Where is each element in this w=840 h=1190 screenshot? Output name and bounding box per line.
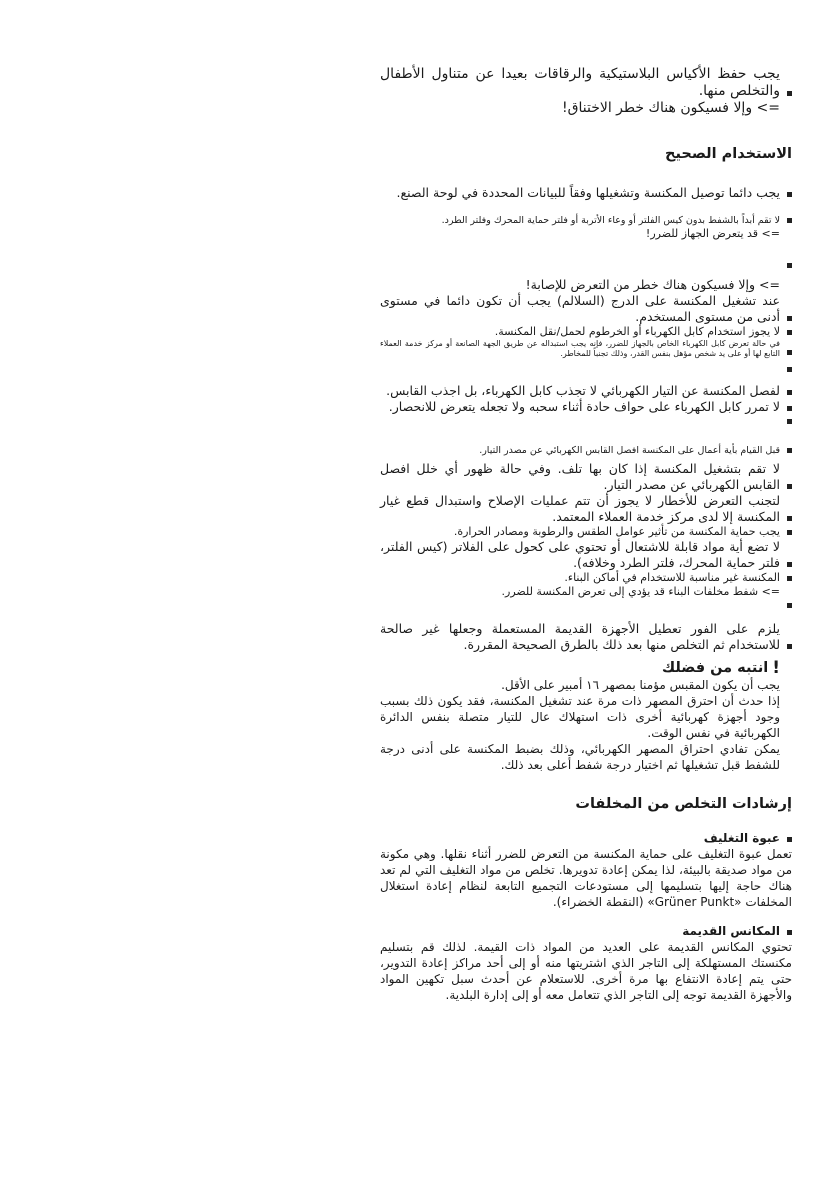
- suffocation-warning: => وإلا فسيكون هناك خطر الاختناق!: [562, 100, 780, 116]
- plastic-bags-text: يجب حفظ الأكياس البلاستيكية والرقاقات بعيدا عن متناول الأطفال والتخلص منها.: [380, 66, 780, 99]
- empty-bullet: [380, 415, 792, 427]
- packaging-text: تعمل عبوة التغليف على حماية المكنسة من التعرض للضرر أثناء نقلها. وهي مكونة من مواد صديقة بالبيئة، لذا يمكن إعادة تدويرها. تخلص من مواد التغليف التي لم تعد هناك حاجة إليها بتسليمها إلى مستودعات التجميع التابعة لنظام إعادة استغلال المخلفات «Grüner Punkt» (النقطة الخضراء).: [380, 847, 792, 909]
- bullet-construction: المكنسة غير مناسبة للاستخدام في أماكن البناء.: [380, 571, 792, 585]
- old-appliances-title: المكانس القديمة: [380, 924, 792, 939]
- disposal-heading: إرشادات التخلص من المخلفات: [575, 796, 792, 812]
- exclamation-icon: !: [772, 658, 780, 678]
- bullet-repairs: لتجنب التعرض للأخطار لا يجوز أن تتم عمليات الإصلاح واستبدال قطع غيار المكنسة إلا لدى مركز خدمة العملاء المعتمد.: [380, 493, 792, 525]
- construction-warning: => شفط مخلفات البناء قد يؤدي إلى تعرض المكنسة للضرر.: [501, 585, 780, 598]
- notice-line: إذا حدث أن احترق المصهر ذات مرة عند تشغيل المكنسة، فقد يكون ذلك بسبب وجود أجهزة كهربائية أخرى ذات استهلاك عال للتيار متصلة بنفس الدائرة الكهربائية في نفس الوقت.: [380, 694, 780, 740]
- damage-warning: => قد يتعرض الجهاز للضرر!: [645, 227, 780, 240]
- notice-line: يجب أن يكون المقبس مؤمنا بمصهر ١٦ أمبير على الأقل.: [501, 678, 780, 692]
- empty-bullet: [380, 599, 792, 611]
- bullet-damaged: لا تقم بتشغيل المكنسة إذا كان بها تلف. وفي حالة ظهور أي خلل افصل القابس الكهربائي عن مصدر التيار.: [380, 461, 792, 493]
- empty-bullet: [380, 259, 792, 271]
- injury-warning: => وإلا فسيكون هناك خطر من التعرض للإصابة!: [525, 277, 780, 292]
- notice-line: يمكن تفادي احتراق المصهر الكهربائي، وذلك بضبط المكنسة على أدنى درجة للشفط قبل تشغيلها ثم اختيار درجة شفط أعلى بعد ذلك.: [380, 742, 780, 772]
- bullet-unplug-before-work: قبل القيام بأية أعمال على المكنسة افصل القابس الكهربائي عن مصدر التيار.: [380, 445, 792, 457]
- bullet-old-devices: يلزم على الفور تعطيل الأجهزة القديمة المستعملة وجعلها غير صالحة للاستخدام ثم التخلص منها بعد ذلك بالطرق الصحيحة المقررة.: [380, 621, 792, 653]
- bullet-plastic-bags: [380, 66, 792, 100]
- bullet-no-filter: لا تقم أبداً بالشفط بدون كيس الفلتر أو وعاء الأتربة أو فلتر حماية المحرك وفلتر الطرد.: [380, 215, 792, 227]
- packaging-title: عبوة التغليف: [380, 831, 792, 846]
- empty-bullet: [380, 363, 792, 375]
- correct-use-heading: الاستخدام الصحيح: [665, 146, 792, 162]
- old-appliances-text: تحتوي المكانس القديمة على العديد من المواد ذات القيمة. لذلك قم بتسليم مكنستك المستهلكة إلى التاجر الذي اشتريتها منه أو إلى أحد مراكز إعادة التدوير، حتى يتم إعادة الانتفاع بها مرة أخرى. للاستعلام عن أحدث سبل تكهين المواد والأجهزة القديمة توجه إلى التاجر الذي تتعامل معه أو إلى إدارة البلدية.: [380, 940, 792, 1002]
- bullet-stairs: عند تشغيل المكنسة على الدرج (السلالم) يجب أن تكون دائما في مستوى أدنى من مستوى المستخدم.: [380, 293, 792, 325]
- bullet-cable-replacement: في حالة تعرض كابل الكهرباء الخاص بالجهاز للضرر، فإنه يجب استبداله عن طريق الجهة الصانعة أو مركز خدمة العملاء التابع لها أو على يد شخص مؤهل بنفس القدر، وذلك تجنباً للمخاطر.: [380, 339, 792, 359]
- bullet-sharp-edges: لا تمرر كابل الكهرباء على حواف حادة أثناء سحبه ولا تجعله يتعرض للانحصار.: [380, 399, 792, 415]
- bullet-no-carry: لا يجوز استخدام كابل الكهرباء أو الخرطوم لحمل/نقل المكنسة.: [380, 325, 792, 339]
- bullet-rating-plate: يجب دائما توصيل المكنسة وتشغيلها وفقاً للبيانات المحددة في لوحة الصنع.: [380, 185, 792, 201]
- content-column: [380, 66, 792, 1003]
- notice-heading: انتبه من فضلك: [661, 660, 769, 676]
- notice-box: [380, 659, 792, 773]
- bullet-unplug: لفصل المكنسة عن التيار الكهربائي لا تجذب كابل الكهرباء، بل اجذب القابس.: [380, 383, 792, 399]
- bullet-weather: يجب حماية المكنسة من تأثير عوامل الطقس والرطوبة ومصادر الحرارة.: [380, 525, 792, 539]
- bullet-flammable: لا تضع أية مواد قابلة للاشتعال أو تحتوي على كحول على الفلاتر (كيس الفلتر، فلتر حماية المحرك، فلتر الطرد وخلافه).: [380, 539, 792, 571]
